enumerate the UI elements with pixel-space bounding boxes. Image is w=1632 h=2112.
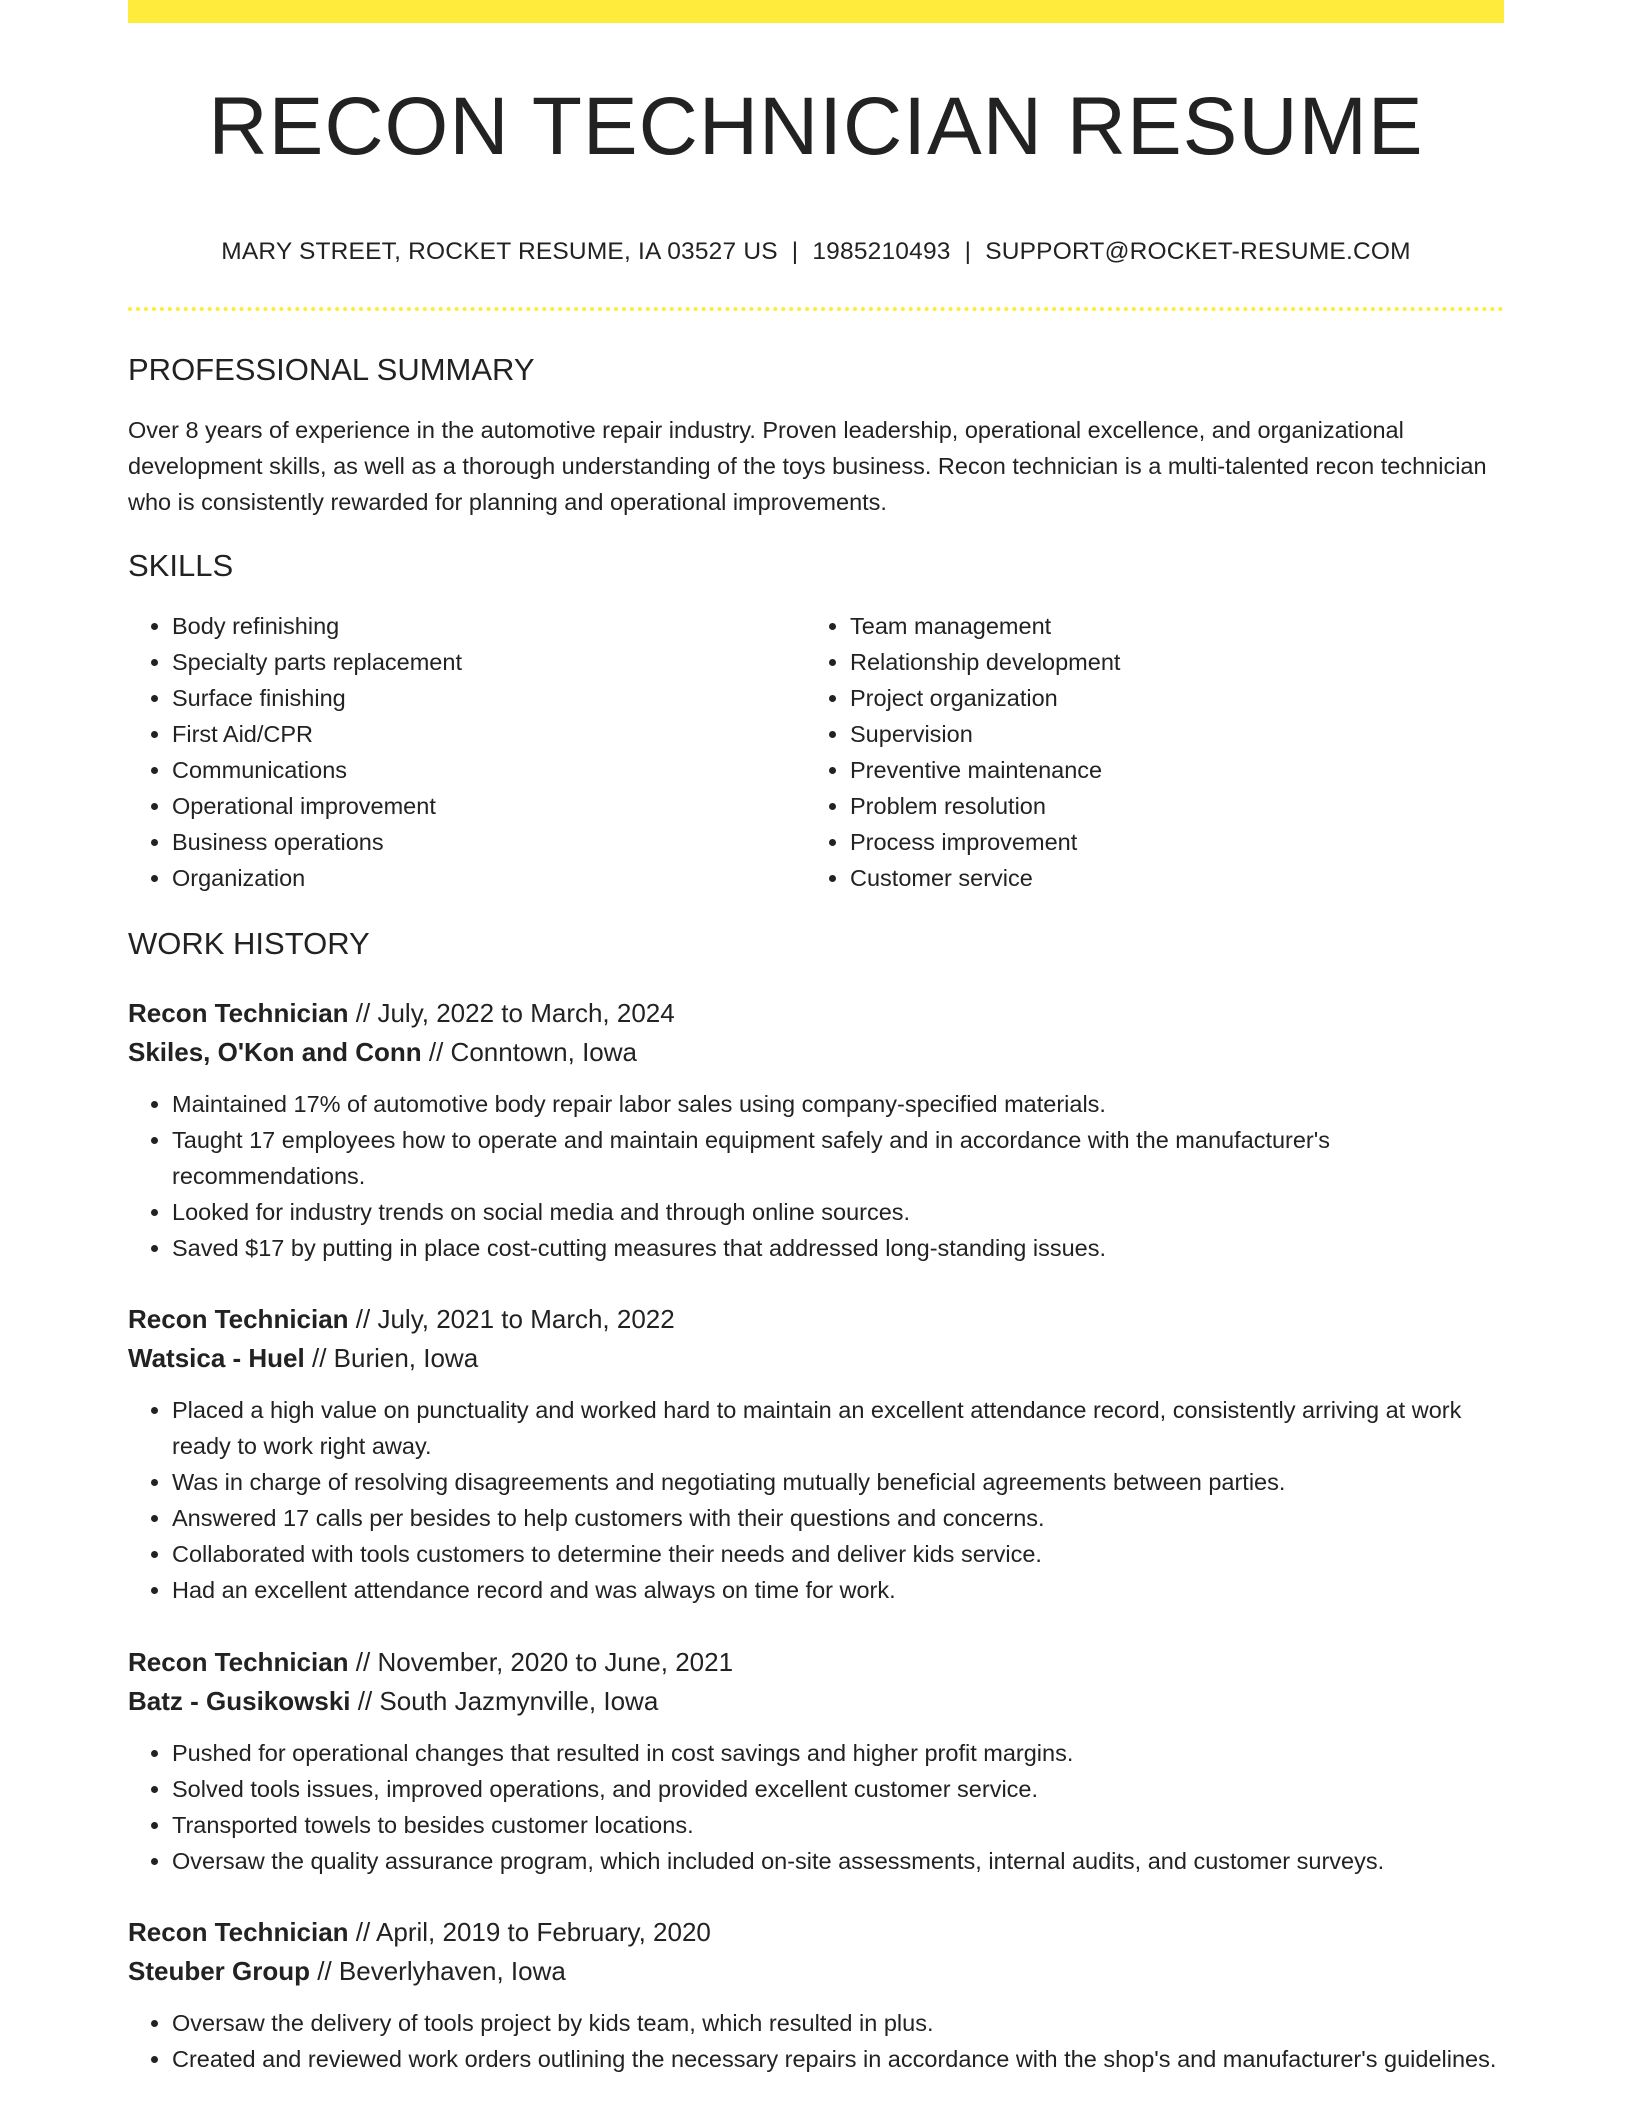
- list-item: • Communications: [172, 752, 806, 788]
- list-item: • Saved $17 by putting in place cost-cutting measures that addressed long-standing issues.: [172, 1230, 1504, 1266]
- list-item: • Body refinishing: [172, 608, 806, 644]
- job-dates: // November, 2020 to June, 2021: [348, 1647, 734, 1677]
- contact-line: [128, 238, 1504, 266]
- list-item: • Business operations: [172, 824, 806, 860]
- job-dates: // July, 2022 to March, 2024: [348, 998, 675, 1028]
- list-item: • Operational improvement: [172, 788, 806, 824]
- job-entry: [128, 994, 1504, 1266]
- list-item: • Oversaw the delivery of tools project by kids team, which resulted in plus.: [172, 2005, 1504, 2041]
- job-title-line: [128, 1643, 1504, 1682]
- contact-separator: |: [964, 238, 972, 265]
- list-item: • Created and reviewed work orders outlining the necessary repairs in accordance with the shop's and manufacturer's guidelines.: [172, 2041, 1504, 2077]
- job-bullets: [128, 1392, 1504, 1608]
- job-company: Steuber Group: [128, 1956, 311, 1986]
- summary-text: Over 8 years of experience in the automotive repair industry. Proven leadership, operational excellence, and organizational development skills, as well as a thorough understanding of the toys business. Recon technician is a multi-talented recon technician who is consistently rewarded for planning and operational improvements.: [128, 417, 1487, 515]
- list-item: • Placed a high value on punctuality and worked hard to maintain an excellent attendance record, consistently arriving at work ready to work right away.: [172, 1392, 1504, 1464]
- skills-column-right: [806, 608, 1484, 896]
- skills-column-left: [128, 608, 806, 896]
- list-item: • Specialty parts replacement: [172, 644, 806, 680]
- list-item: • Surface finishing: [172, 680, 806, 716]
- list-item: • Oversaw the quality assurance program, which included on-site assessments, internal audits, and customer surveys.: [172, 1843, 1504, 1879]
- summary-heading: PROFESSIONAL SUMMARY: [128, 352, 535, 387]
- job-location: // Burien, Iowa: [304, 1343, 479, 1373]
- job-title: Recon Technician: [128, 1304, 349, 1334]
- dotted-divider: [128, 307, 1504, 311]
- list-item: • Team management: [850, 608, 1484, 644]
- list-item: • Maintained 17% of automotive body repair labor sales using company-specified materials.: [172, 1086, 1504, 1122]
- resume-title: RECON TECHNICIAN RESUME: [208, 81, 1424, 172]
- job-bullets: [128, 2005, 1504, 2077]
- contact-separator: |: [791, 238, 799, 265]
- job-title-line: [128, 1913, 1504, 1952]
- job-entry: [128, 1913, 1504, 2077]
- job-company: Watsica - Huel: [128, 1343, 305, 1373]
- job-entry: [128, 1300, 1504, 1608]
- list-item: • Pushed for operational changes that resulted in cost savings and higher profit margins.: [172, 1735, 1504, 1771]
- job-title: Recon Technician: [128, 998, 349, 1028]
- list-item: • Was in charge of resolving disagreements and negotiating mutually beneficial agreements between parties.: [172, 1464, 1504, 1500]
- list-item: • First Aid/CPR: [172, 716, 806, 752]
- job-company: Batz - Gusikowski: [128, 1686, 351, 1716]
- list-item: • Process improvement: [850, 824, 1484, 860]
- list-item: • Taught 17 employees how to operate and maintain equipment safely and in accordance with the manufacturer's recommendations.: [172, 1122, 1504, 1194]
- job-company-line: [128, 1033, 1504, 1072]
- list-item: • Preventive maintenance: [850, 752, 1484, 788]
- job-title-line: [128, 1300, 1504, 1339]
- job-location: // South Jazmynville, Iowa: [350, 1686, 659, 1716]
- list-item: • Collaborated with tools customers to determine their needs and deliver kids service.: [172, 1536, 1504, 1572]
- job-company: Skiles, O'Kon and Conn: [128, 1037, 422, 1067]
- list-item: • Transported towels to besides customer locations.: [172, 1807, 1504, 1843]
- accent-top-bar: [128, 0, 1504, 23]
- job-dates: // April, 2019 to February, 2020: [348, 1917, 711, 1947]
- list-item: • Organization: [172, 860, 806, 896]
- job-title-line: [128, 994, 1504, 1033]
- work-history-heading: WORK HISTORY: [128, 926, 370, 961]
- contact-address: MARY STREET, ROCKET RESUME, IA 03527 US: [221, 238, 778, 265]
- list-item: • Solved tools issues, improved operations, and provided excellent customer service.: [172, 1771, 1504, 1807]
- job-location: // Conntown, Iowa: [421, 1037, 637, 1067]
- job-entry: [128, 1643, 1504, 1879]
- job-company-line: [128, 1339, 1504, 1378]
- job-title: Recon Technician: [128, 1917, 349, 1947]
- job-bullets: [128, 1735, 1504, 1879]
- job-dates: // July, 2021 to March, 2022: [348, 1304, 675, 1334]
- contact-phone: 1985210493: [812, 238, 951, 265]
- skills-heading: SKILLS: [128, 548, 234, 583]
- job-title: Recon Technician: [128, 1647, 349, 1677]
- job-bullets: [128, 1086, 1504, 1266]
- list-item: • Looked for industry trends on social media and through online sources.: [172, 1194, 1504, 1230]
- list-item: • Relationship development: [850, 644, 1484, 680]
- list-item: • Problem resolution: [850, 788, 1484, 824]
- job-company-line: [128, 1952, 1504, 1991]
- list-item: • Supervision: [850, 716, 1484, 752]
- skills-list: [128, 608, 1504, 896]
- list-item: • Project organization: [850, 680, 1484, 716]
- contact-email[interactable]: SUPPORT@ROCKET-RESUME.COM: [985, 238, 1411, 265]
- job-location: // Beverlyhaven, Iowa: [310, 1956, 566, 1986]
- list-item: • Answered 17 calls per besides to help customers with their questions and concerns.: [172, 1500, 1504, 1536]
- list-item: • Customer service: [850, 860, 1484, 896]
- job-company-line: [128, 1682, 1504, 1721]
- list-item: • Had an excellent attendance record and was always on time for work.: [172, 1572, 1504, 1608]
